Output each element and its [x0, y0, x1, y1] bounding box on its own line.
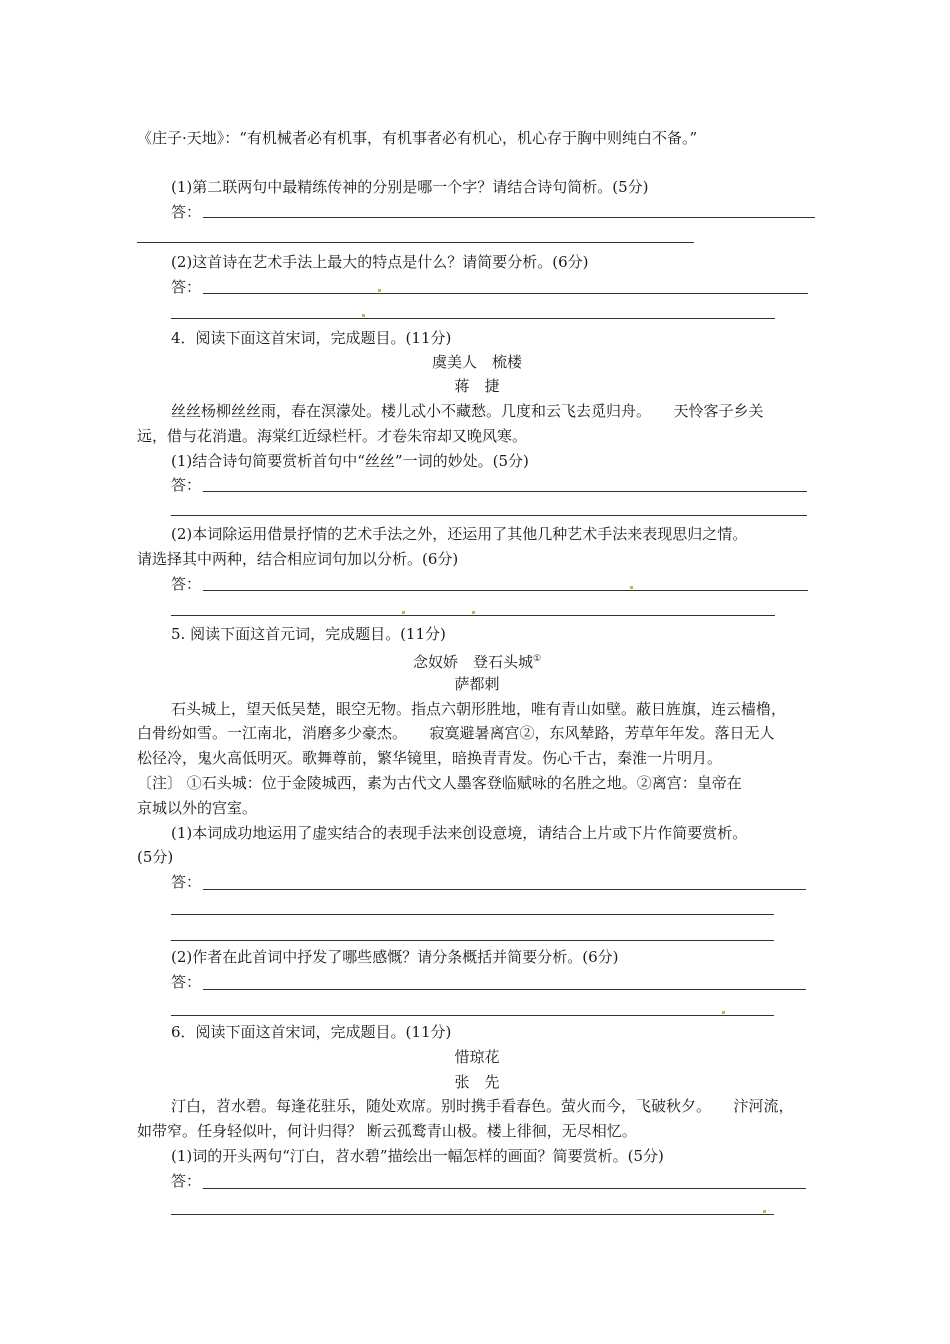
answer-line[interactable] [203, 590, 808, 591]
answer-label: 答： [171, 278, 202, 296]
answer-line[interactable] [171, 318, 775, 319]
answer-label: 答： [171, 203, 202, 221]
q6-poem-line: 汀白，苕水碧。每逢花驻乐，随处欢席。别时携手看春色。萤火而今，飞破秋夕。 汴河流， [171, 1097, 794, 1115]
answer-label: 答： [171, 476, 202, 494]
speck-mark [630, 586, 633, 589]
q5-poem-line: 松径冷，鬼火高低明灭。歌舞尊前，繁华镜里，暗换青青发。伤心千古，秦淮一片明月。 [137, 749, 723, 767]
speck-mark [402, 611, 405, 614]
speck-mark [472, 611, 475, 614]
answer-label: 答： [171, 1172, 202, 1190]
q3-sub2-prompt: (2)这首诗在艺术手法上最大的特点是什么？请简要分析。(6分) [171, 253, 589, 271]
q5-note: 京城以外的宫室。 [137, 799, 258, 817]
answer-line[interactable] [171, 1015, 774, 1016]
answer-label: 答： [171, 873, 202, 891]
q4-poem-line: 远，借与花消遣。海棠红近绿栏杆。才卷朱帘却又晚风寒。 [137, 427, 528, 445]
q4-poem-title: 虞美人 梳楼 [431, 353, 522, 371]
speck-mark [362, 314, 365, 317]
answer-label: 答： [171, 973, 202, 991]
q5-sub2-prompt: (2)作者在此首词中抒发了哪些感慨？请分条概括并简要分析。(6分) [171, 948, 619, 966]
q5-sub1-prompt: (1)本词成功地运用了虚实结合的表现手法来创设意境，请结合上片或下片作简要赏析。 [171, 824, 748, 842]
q5-note: 〔注〕 ①石头城：位于金陵城西，素为古代文人墨客登临赋咏的名胜之地。②离宫：皇帝在 [137, 774, 742, 792]
answer-label: 答： [171, 575, 202, 593]
answer-line[interactable] [171, 1214, 774, 1215]
q5-poem-author: 萨都剌 [454, 675, 500, 693]
speck-mark [763, 1210, 766, 1213]
answer-line[interactable] [171, 515, 807, 516]
q6-poem-line: 如带窄。任身轻似叶，何计归得？ 断云孤鹜青山极。楼上徘徊，无尽相忆。 [137, 1122, 637, 1140]
quote-line: 《庄子·天地》：“有机械者必有机事，有机事者必有机心，机心存于胸中则纯白不备。” [137, 129, 698, 147]
q4-poem-author: 蒋 捷 [454, 377, 500, 395]
answer-line[interactable] [203, 1188, 806, 1189]
q5-poem-line: 白骨纷如雪。一江南北，消磨多少豪杰。 寂寞避暑离宫②，东风辇路，芳草年年发。落日无人 [137, 724, 775, 742]
q4-intro: 4．阅读下面这首宋词，完成题目。(11分) [171, 329, 452, 347]
q3-sub1-prompt: (1)第二联两句中最精练传神的分别是哪一个字？请结合诗句简析。(5分) [171, 178, 649, 196]
answer-line[interactable] [203, 217, 815, 218]
q5-sub1-prompt: (5分) [137, 848, 174, 866]
answer-line[interactable] [171, 914, 774, 915]
speck-mark [378, 289, 381, 292]
q6-poem-title: 惜琼花 [454, 1048, 500, 1066]
q5-poem-line: 石头城上，望天低吴楚，眼空无物。指点六朝形胜地，唯有青山如壁。蔽日旌旗，连云樯橹， [171, 700, 787, 718]
q4-sub1-prompt: (1)结合诗句简要赏析首句中“丝丝”一词的妙处。(5分) [171, 452, 529, 470]
answer-line[interactable] [137, 242, 694, 243]
q6-intro: 6．阅读下面这首宋词，完成题目。(11分) [171, 1023, 452, 1041]
answer-line[interactable] [203, 889, 806, 890]
answer-line[interactable] [203, 989, 806, 990]
answer-line[interactable] [203, 293, 808, 294]
q4-sub2-prompt: (2)本词除运用借景抒情的艺术手法之外，还运用了其他几种艺术手法来表现思归之情。 [171, 525, 748, 543]
q4-sub2-prompt: 请选择其中两种，结合相应词句加以分析。(6分) [137, 550, 459, 568]
q5-poem-title: 念奴娇 登石头城① [412, 653, 542, 671]
q4-poem-line: 丝丝杨柳丝丝雨，春在溟濛处。楼儿忒小不藏愁。几度和云飞去觅归舟。 天怜客子乡关 [171, 402, 764, 420]
q6-sub1-prompt: (1)词的开头两句“汀白，苕水碧”描绘出一幅怎样的画面？简要赏析。(5分) [171, 1147, 664, 1165]
answer-line[interactable] [171, 615, 775, 616]
q6-poem-author: 张 先 [454, 1073, 500, 1091]
speck-mark [722, 1011, 725, 1014]
answer-line[interactable] [203, 491, 807, 492]
answer-line[interactable] [171, 940, 774, 941]
q5-intro: 5. 阅读下面这首元词，完成题目。(11分) [171, 625, 446, 643]
